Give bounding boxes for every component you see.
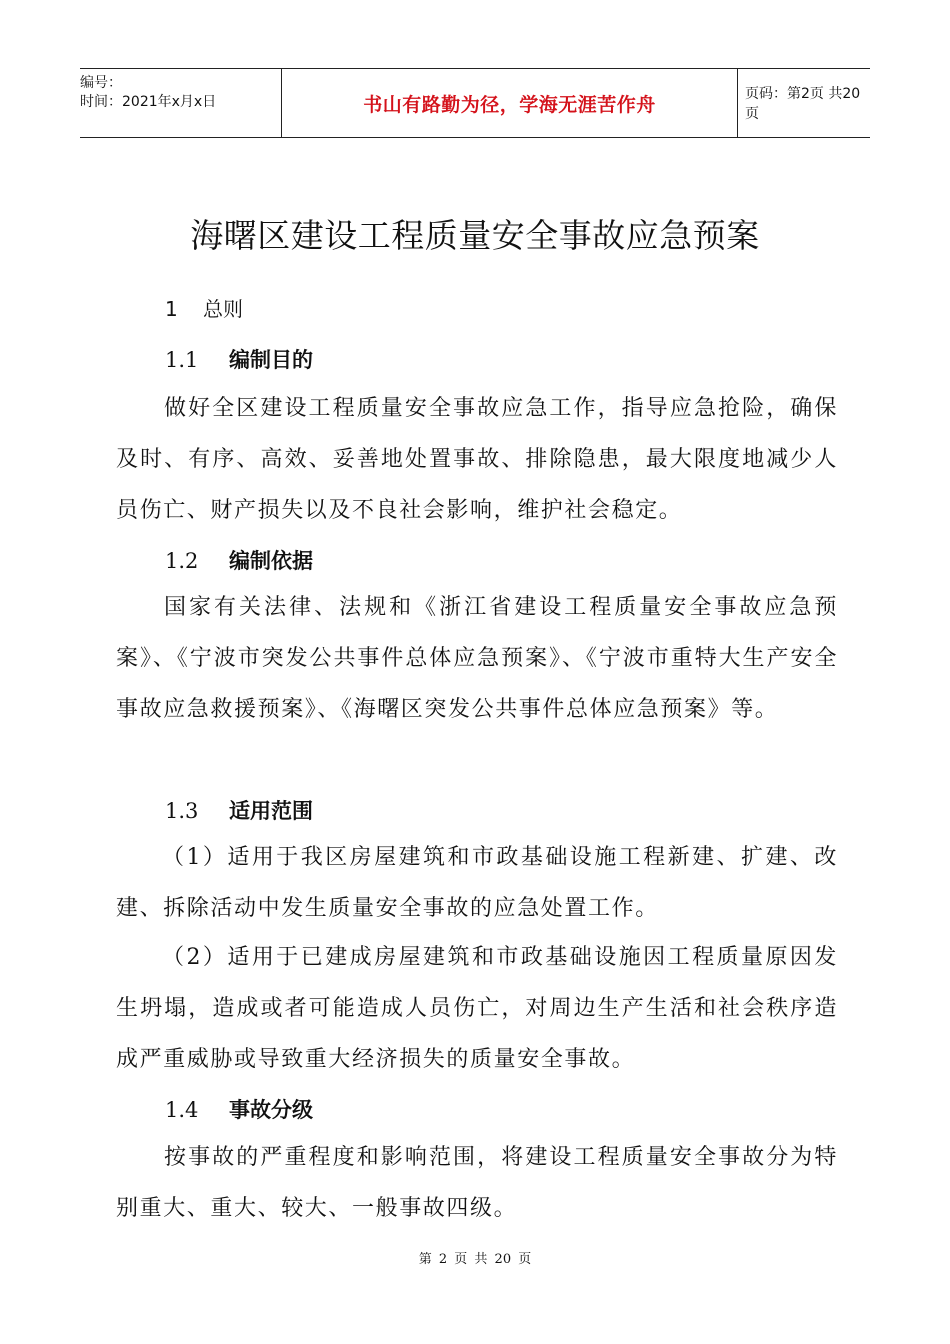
subsection-title: 适用范围 xyxy=(229,799,313,823)
header-motto-cell xyxy=(281,69,738,137)
paragraph: 做好全区建设工程质量安全事故应急工作，指导应急抢险，确保及时、有序、高效、妥善地处置事故、排除隐患，最大限度地减少人员伤亡、财产损失以及不良社会影响，维护社会稳定。 xyxy=(116,396,838,523)
page-header xyxy=(80,68,870,138)
subsection-heading xyxy=(165,1094,313,1124)
header-motto: 书山有路勤为径，学海无涯苦作舟 xyxy=(363,93,656,116)
subsection-number: 1.4 xyxy=(165,1098,199,1122)
subsection-heading xyxy=(165,545,313,575)
subsection-title: 编制依据 xyxy=(229,549,313,573)
section-title: 总则 xyxy=(203,297,243,321)
subsection-heading xyxy=(165,344,313,374)
paragraph: 按事故的严重程度和影响范围，将建设工程质量安全事故分为特别重大、重大、较大、一般事故四级。 xyxy=(116,1145,838,1221)
subsection-number: 1.2 xyxy=(165,549,199,573)
header-meta xyxy=(80,69,280,137)
section-heading xyxy=(165,293,243,322)
subsection-title: 事故分级 xyxy=(229,1098,313,1122)
document-number: 编号： xyxy=(80,75,122,91)
header-page-number: 页码：第2页 共20页 xyxy=(745,86,861,122)
document-title: 海曙区建设工程质量安全事故应急预案 xyxy=(190,216,760,255)
paragraph: 国家有关法律、法规和《浙江省建设工程质量安全事故应急预案》、《宁波市突发公共事件总体应急预案》、《宁波市重特大生产安全事故应急救援预案》、《海曙区突发公共事件总体应急预案》等。 xyxy=(116,595,838,722)
list-item: （1）适用于我区房屋建筑和市政基础设施工程新建、扩建、改建、拆除活动中发生质量安全事故的应急处置工作。 xyxy=(116,845,838,921)
page-footer: 第 2 页 共 20 页 xyxy=(418,1252,532,1267)
subsection-number: 1.3 xyxy=(165,799,199,823)
subsection-title: 编制目的 xyxy=(229,348,313,372)
section-number: 1 xyxy=(165,297,178,321)
subsection-number: 1.1 xyxy=(165,348,199,372)
document-time: 时间：2021年x月x日 xyxy=(80,94,217,110)
list-item: （2）适用于已建成房屋建筑和市政基础设施因工程质量原因发生坍塌，造成或者可能造成人员伤亡，对周边生产生活和社会秩序造成严重威胁或导致重大经济损失的质量安全事故。 xyxy=(116,945,838,1072)
subsection-heading xyxy=(165,795,313,825)
